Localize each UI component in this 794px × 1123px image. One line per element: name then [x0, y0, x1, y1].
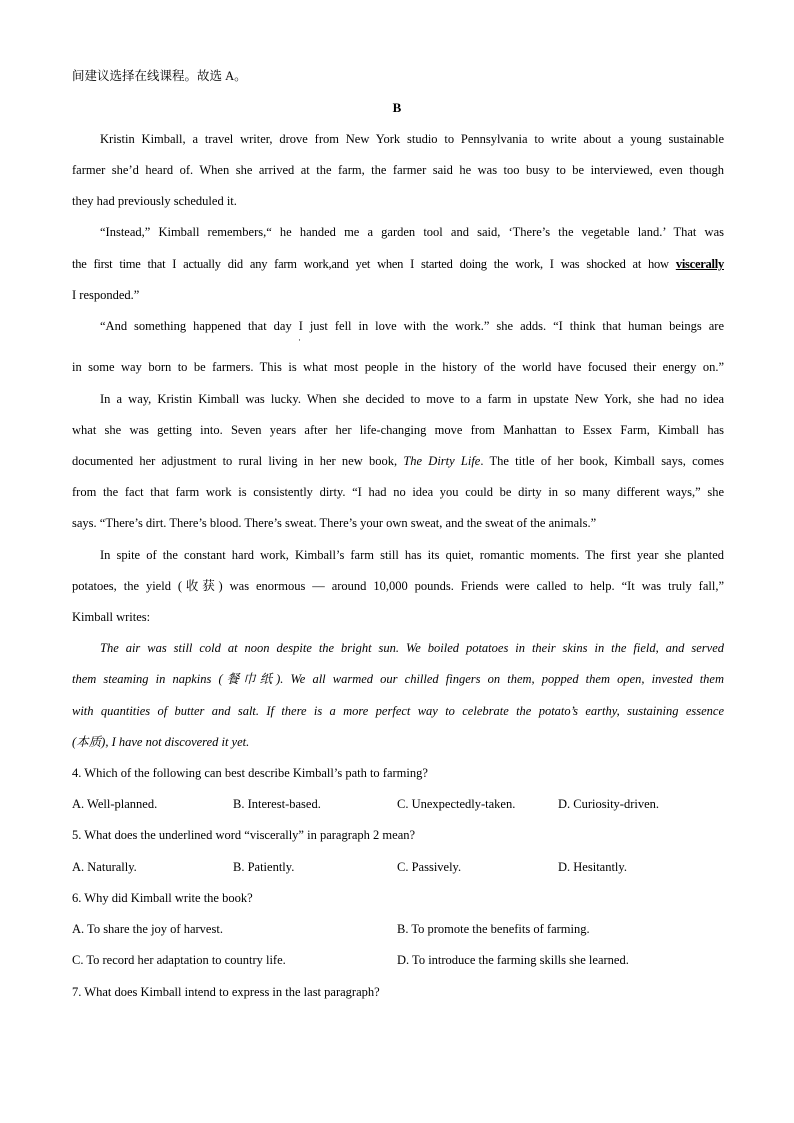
- quote-line-1: The air was still cold at noon despite the bright sun. We boiled potatoes in their skins in the field, and served: [100, 641, 724, 655]
- question-6: 6. Why did Kimball write the book?: [72, 891, 253, 905]
- q6-option-b: B. To promote the benefits of farming.: [397, 922, 590, 936]
- paragraph-1-line-2: farmer she’d heard of. When she arrived at the farm, the farmer said he was too busy to be interviewed, even though: [72, 163, 724, 177]
- paragraph-3-line-2: in some way born to be farmers. This is what most people in the history of the world have focused their energy on.”: [72, 360, 724, 374]
- quote-line-3: with quantities of butter and salt. If there is a more perfect way to celebrate the potato’s earthy, sustaining essence: [72, 704, 724, 718]
- paragraph-2-line-2: [72, 256, 724, 272]
- paragraph-2-line-2-text: the first time that I actually did any farm work,and yet when I started doing the work, I was shocked at how: [72, 257, 676, 271]
- quote-line-2: them steaming in napkins (餐巾纸). We all warmed our chilled fingers on them, popped them open, invested them: [72, 672, 724, 686]
- paragraph-5-line-1: In spite of the constant hard work, Kimball’s farm still has its quiet, romantic moments. The first year she planted: [100, 548, 724, 562]
- section-heading: B: [392, 100, 402, 115]
- book-title: The Dirty Life: [403, 454, 481, 468]
- paragraph-4-line-1: In a way, Kristin Kimball was lucky. When she decided to move to a farm in upstate New York, she had no idea: [100, 392, 724, 406]
- q4-option-c: C. Unexpectedly-taken.: [397, 797, 516, 811]
- paragraph-3-line-1: “And something happened that day I just fell in love with the work.” she adds. “I think that human beings are: [100, 319, 724, 333]
- q5-option-a: A. Naturally.: [72, 860, 137, 874]
- quote-line-4: (本质), I have not discovered it yet.: [72, 735, 250, 749]
- q6-option-d: D. To introduce the farming skills she learned.: [397, 953, 629, 967]
- q5-option-d: D. Hesitantly.: [558, 860, 627, 874]
- paragraph-4-line-3-tail: . The title of her book, Kimball says, comes: [480, 454, 725, 468]
- q4-option-d: D. Curiosity-driven.: [558, 797, 660, 811]
- paragraph-5-line-3: Kimball writes:: [72, 610, 151, 624]
- q4-option-b: B. Interest-based.: [233, 797, 321, 811]
- paragraph-1-line-3: they had previously scheduled it.: [72, 194, 237, 208]
- paragraph-4-line-2: what she was getting into. Seven years after her life-changing move from Manhattan to Essex Farm, Kimball has: [72, 423, 724, 437]
- paragraph-4-line-3: [72, 453, 724, 469]
- emphasis-dot: ·: [298, 335, 301, 345]
- question-5: 5. What does the underlined word “viscerally” in paragraph 2 mean?: [72, 828, 416, 842]
- paragraph-4-line-3-text: documented her adjustment to rural living in her new book,: [72, 454, 404, 468]
- paragraph-2-line-3: I responded.”: [72, 288, 140, 302]
- q5-option-b: B. Patiently.: [233, 860, 295, 874]
- question-4: 4. Which of the following can best describe Kimball’s path to farming?: [72, 766, 428, 780]
- paragraph-1-line-1: Kristin Kimball, a travel writer, drove from New York studio to Pennsylvania to write about a young sustainable: [100, 132, 724, 146]
- previous-answer-line: 间建议选择在线课程。故选 A。: [72, 69, 247, 83]
- paragraph-4-line-4: from the fact that farm work is consistently dirty. “I had no idea you could be dirty in so many different ways,” she: [72, 485, 724, 499]
- underlined-word: viscerally: [675, 257, 724, 271]
- q6-option-c: C. To record her adaptation to country life.: [72, 953, 286, 967]
- paragraph-2-line-1: “Instead,” Kimball remembers,“ he handed me a garden tool and said, ‘There’s the vegetable land.’ That was: [100, 225, 724, 239]
- q4-option-a: A. Well-planned.: [72, 797, 158, 811]
- paragraph-4-line-5: says. “There’s dirt. There’s blood. There’s sweat. There’s your own sweat, and the sweat of the animals.”: [72, 516, 597, 530]
- question-7: 7. What does Kimball intend to express in the last paragraph?: [72, 985, 380, 999]
- paragraph-5-line-2: potatoes, the yield (收获) was enormous — around 10,000 pounds. Friends were called to help. “It was truly fall,”: [72, 579, 724, 593]
- q5-option-c: C. Passively.: [397, 860, 462, 874]
- q6-option-a: A. To share the joy of harvest.: [72, 922, 223, 936]
